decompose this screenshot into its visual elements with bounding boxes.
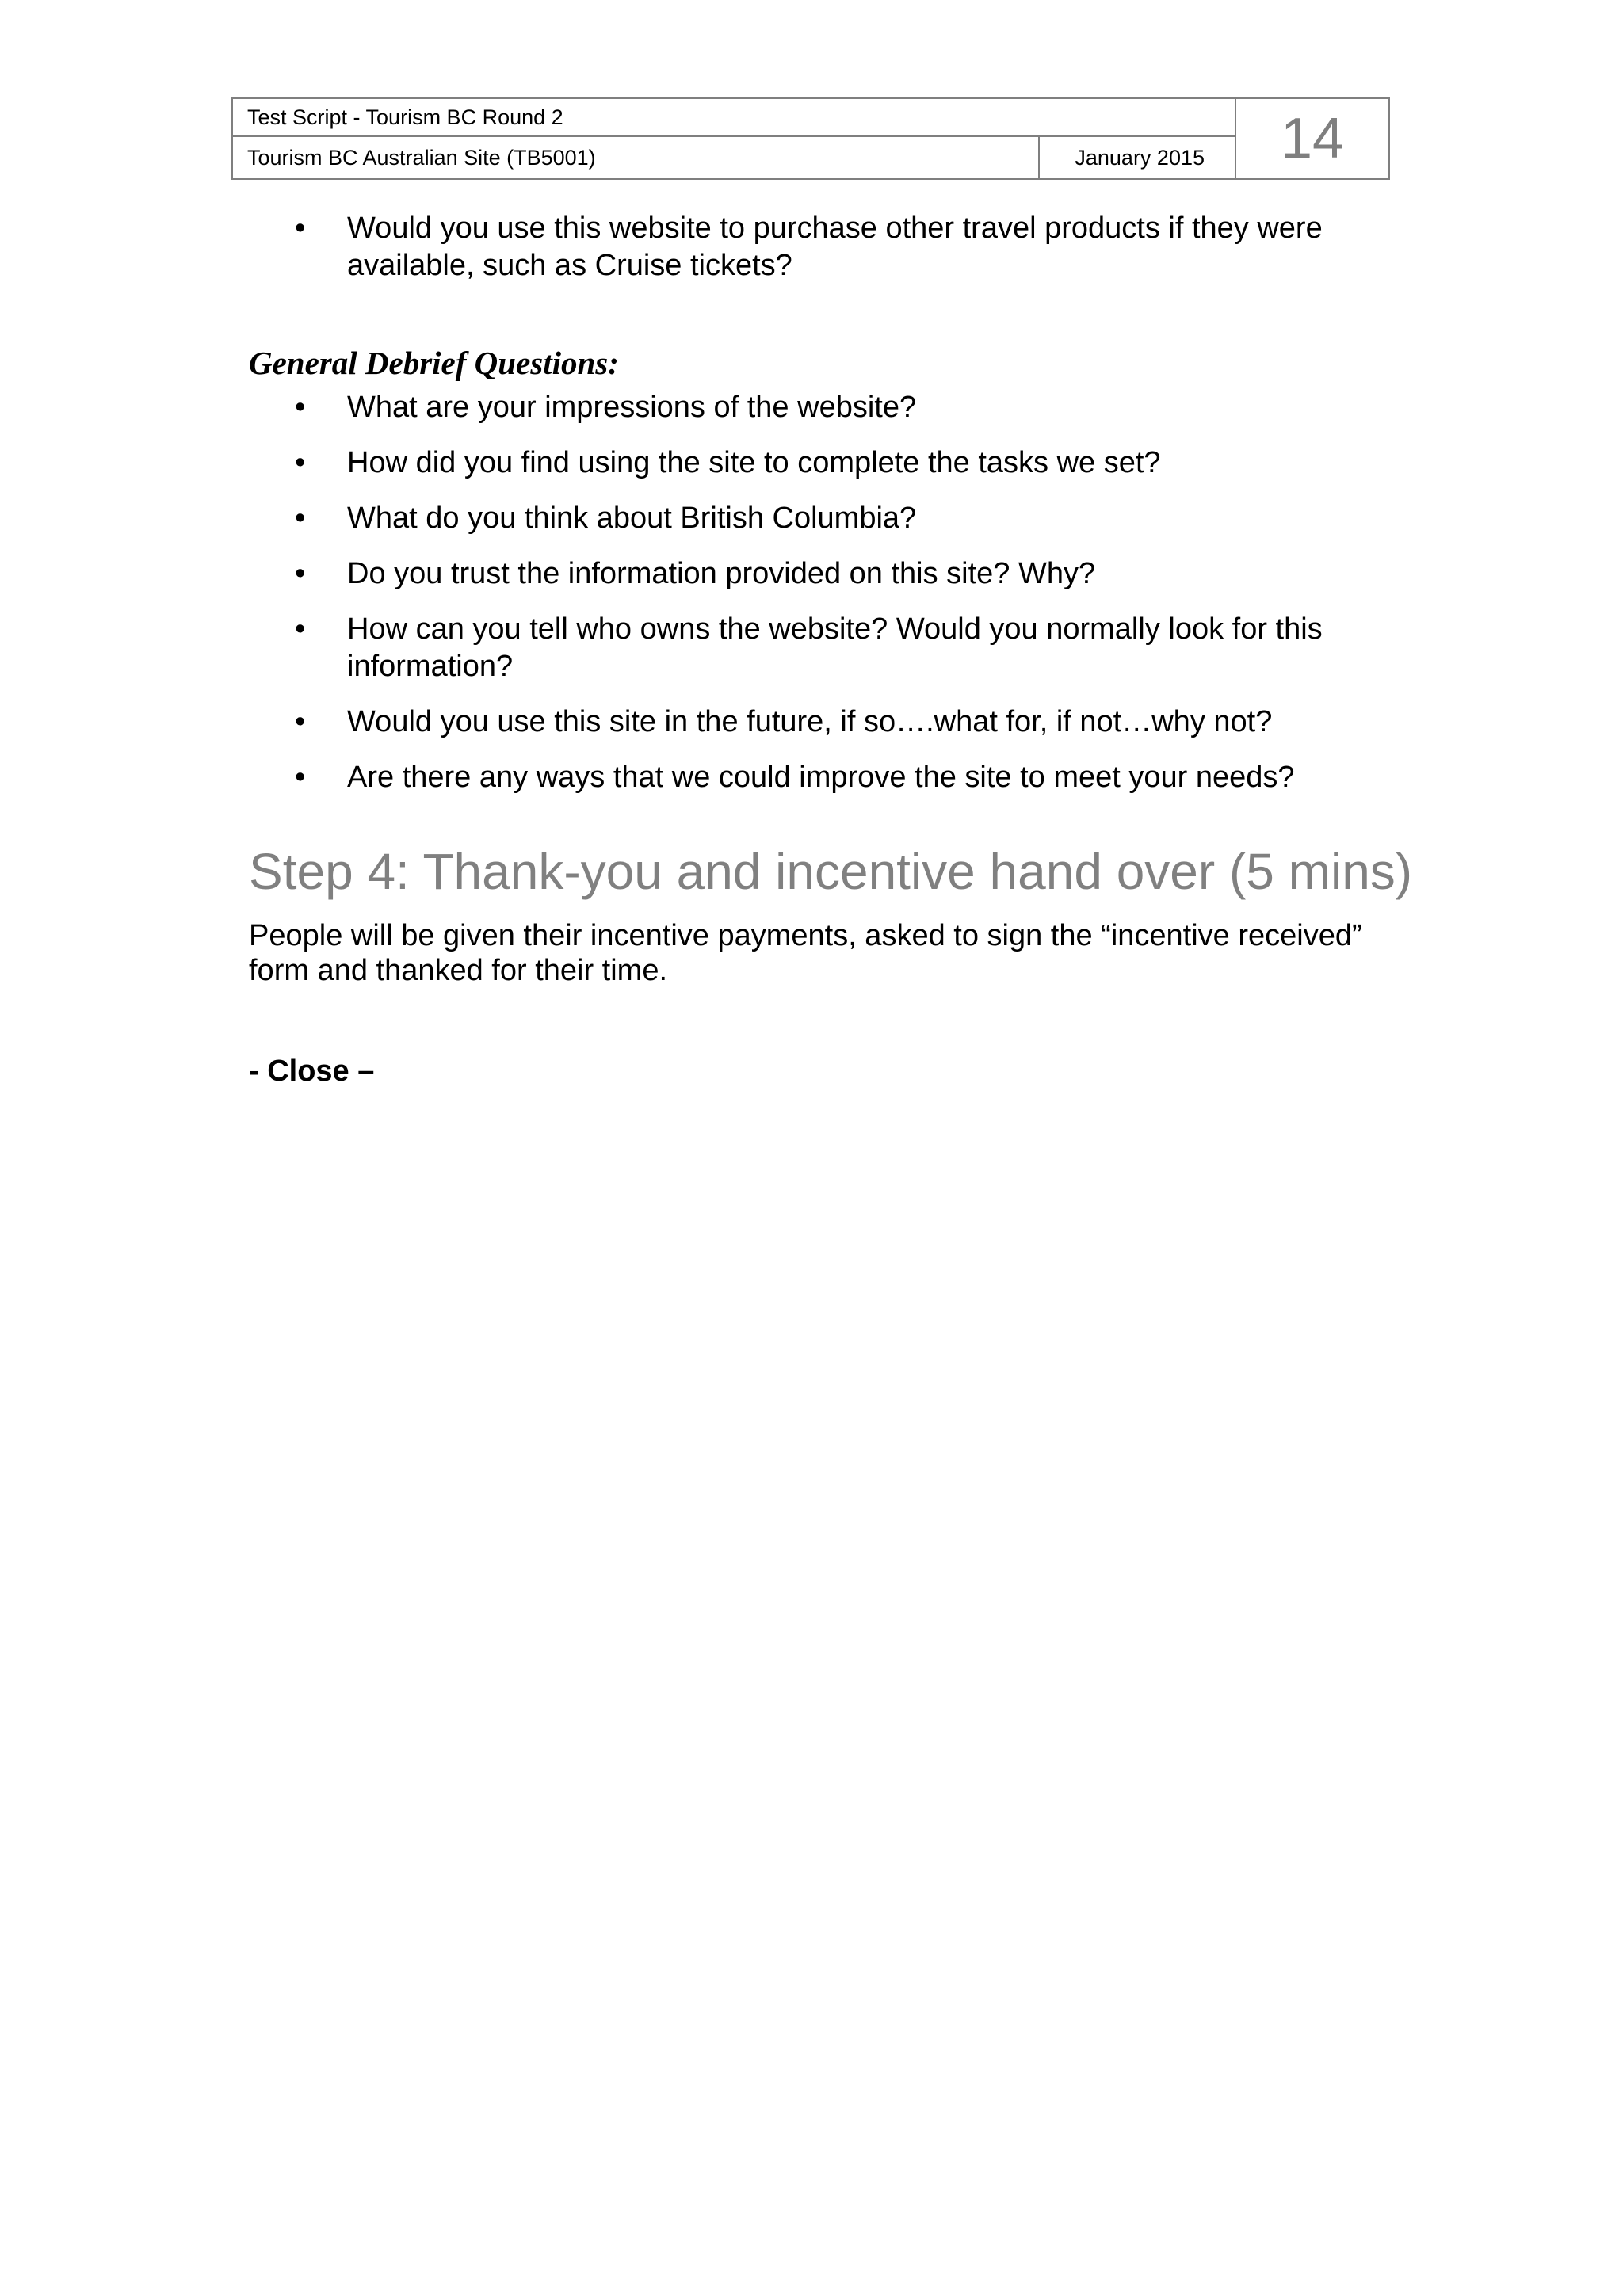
list-item: • Are there any ways that we could improve the site to meet your needs? xyxy=(249,759,1398,796)
list-item: • How did you find using the site to complete the tasks we set? xyxy=(249,444,1398,482)
list-item: • Do you trust the information provided on this site? Why? xyxy=(249,555,1398,593)
debrief-heading: General Debrief Questions: xyxy=(249,345,619,381)
intro-bullet-list xyxy=(249,210,1398,284)
list-item: • What do you think about British Columbia? xyxy=(249,500,1398,537)
header-date: January 2015 xyxy=(1039,136,1235,179)
list-item: • What are your impressions of the website? xyxy=(249,389,1398,426)
step4-heading: Step 4: Thank-you and incentive hand over (5 mins) xyxy=(249,843,1413,900)
header-subtitle: Tourism BC Australian Site (TB5001) xyxy=(232,136,1039,179)
page-content xyxy=(249,210,1413,1089)
header-title: Test Script - Tourism BC Round 2 xyxy=(232,98,1235,136)
list-item: • How can you tell who owns the website? Would you normally look for this information? xyxy=(249,611,1398,685)
close-marker: - Close – xyxy=(249,1055,375,1088)
document-header xyxy=(231,97,1390,180)
list-item: • Would you use this site in the future, if so….what for, if not…why not? xyxy=(249,704,1398,741)
page-number: 14 xyxy=(1235,98,1389,179)
step4-body: People will be given their incentive payments, asked to sign the “incentive received” form and thanked for their time. xyxy=(249,919,1362,987)
list-item: • Would you use this website to purchase other travel products if they were available, such as Cruise tickets? xyxy=(249,210,1398,284)
debrief-question-list xyxy=(249,389,1398,796)
